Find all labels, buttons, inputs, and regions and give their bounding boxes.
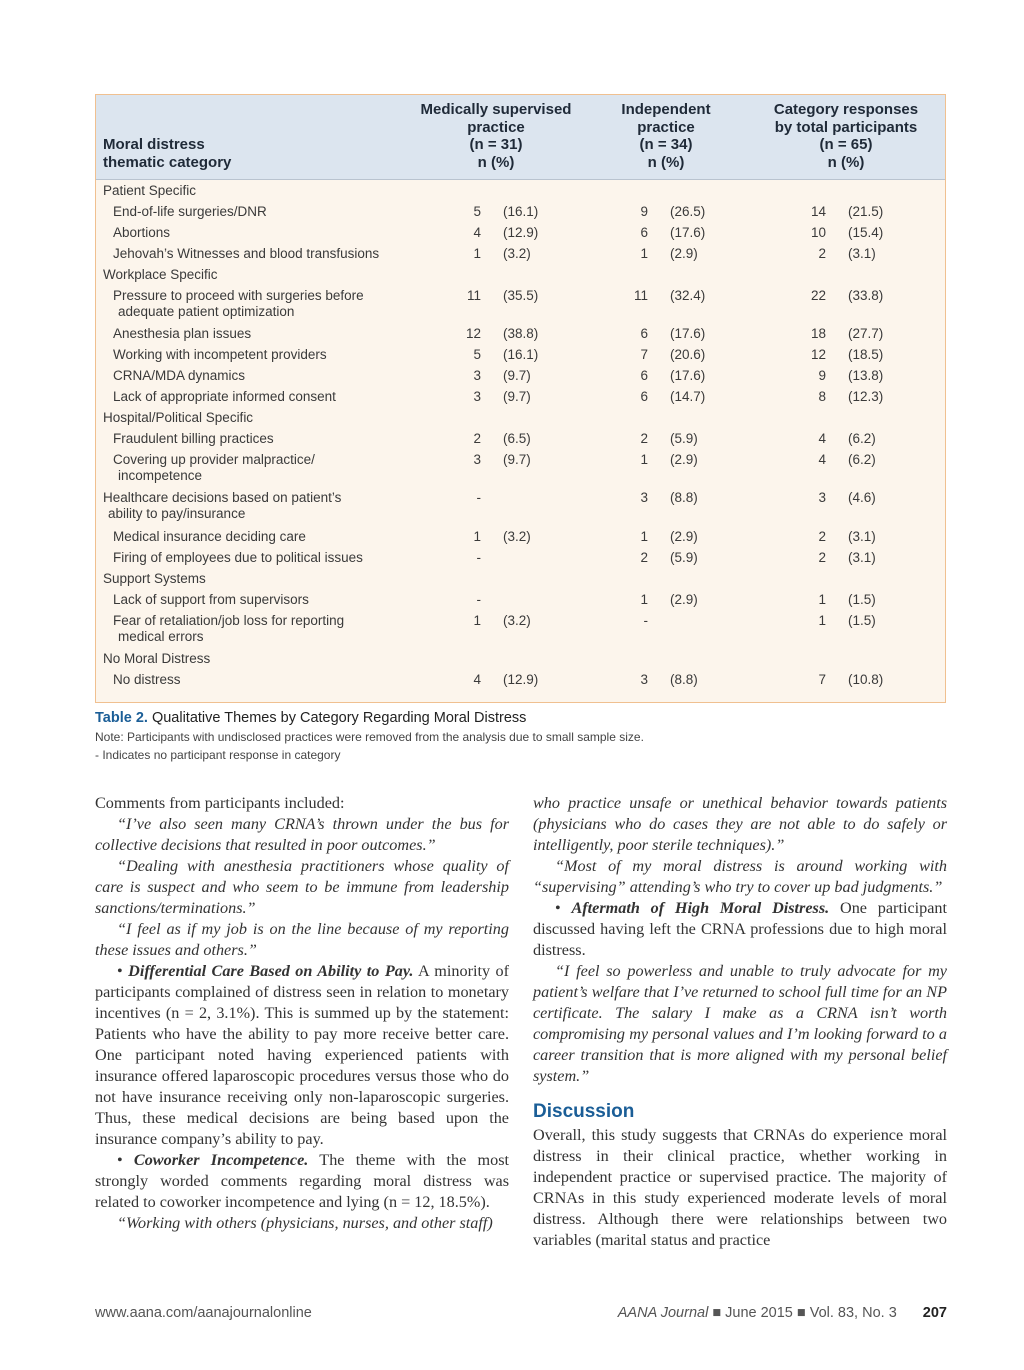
cell-percent: (3.2) (503, 529, 531, 544)
cell-percent: (3.1) (848, 550, 876, 565)
row-label: No Moral Distress (103, 651, 211, 666)
quote: “I’ve also seen many CRNA’s thrown under the bus for collective decisions that resulted in poor outcomes.” (95, 815, 509, 854)
cell-count: 3 (640, 672, 648, 687)
row-label: Hospital/Political Specific (103, 410, 254, 425)
row-label: Covering up provider malpractice/ incompetence (113, 452, 315, 483)
footer-journal-info (618, 1305, 947, 1321)
cell-count: 3 (473, 389, 481, 404)
cell-percent: (32.4) (670, 288, 706, 303)
cell-count: 3 (640, 490, 648, 505)
cell-count: 6 (640, 368, 648, 383)
cell-count: 2 (818, 550, 826, 565)
cell-percent: (5.9) (670, 431, 698, 446)
quote: “I feel so powerless and unable to truly advocate for my patient’s welfare that I’ve returned to school full time for an NP certificate. The salary I make as a CRNA isn’t worth compromising my personal values and I’m looking forward to a career transition that is more aligned with my personal belief system.” (533, 962, 947, 1085)
caption-title: Qualitative Themes by Category Regarding Moral Distress (151, 710, 527, 726)
cell-count: 3 (818, 490, 826, 505)
cell-percent: (26.5) (670, 204, 706, 219)
cell-count: 7 (818, 672, 826, 687)
cell-percent: (2.9) (670, 592, 698, 607)
cell-percent: (13.8) (848, 368, 884, 383)
cell-count: 18 (810, 326, 826, 341)
cell-percent: (5.9) (670, 550, 698, 565)
row-label: Lack of support from supervisors (113, 592, 309, 607)
row-label: Abortions (113, 225, 171, 240)
left-column (95, 793, 509, 1234)
bullet-heading: Aftermath of High Moral Distress. (571, 899, 830, 917)
cell-count: 2 (818, 246, 826, 261)
cell-percent: (15.4) (848, 225, 884, 240)
header-independent: Independent practice (n = 34) n (%) (621, 101, 711, 171)
cell-count: 1 (473, 246, 481, 261)
cell-percent: (9.7) (503, 368, 531, 383)
cell-percent: (2.9) (670, 529, 698, 544)
cell-percent: (17.6) (670, 326, 706, 341)
paragraph: Comments from participants included: (95, 794, 345, 812)
cell-percent: (12.9) (503, 225, 539, 240)
cell-percent: (35.5) (503, 288, 539, 303)
row-label: Anesthesia plan issues (113, 326, 252, 341)
cell-count: 12 (810, 347, 826, 362)
cell-percent: (18.5) (848, 347, 884, 362)
bullet-text: One participant discussed having left the CRNA professions due to high moral distress. (533, 899, 947, 959)
cell-percent: (21.5) (848, 204, 884, 219)
cell-count: 4 (473, 225, 481, 240)
volume: Vol. 83, No. 3 (809, 1305, 897, 1321)
cell-percent: (9.7) (503, 452, 531, 467)
cell-count: 1 (818, 613, 826, 628)
cell-percent: (17.6) (670, 225, 706, 240)
cell-count: 5 (473, 347, 481, 362)
row-label: Fear of retaliation/job loss for reporting medical errors (113, 613, 345, 644)
right-column (533, 793, 947, 1251)
bullet-heading: Coworker Incompetence. (133, 1151, 309, 1169)
quote-continued: who practice unsafe or unethical behavior towards patients (physicians who do cases they are not able to do safely or intelligently, poor sterile techniques).” (533, 794, 947, 854)
footer-url[interactable]: www.aana.com/aanajournalonline (95, 1305, 312, 1321)
cell-percent: (27.7) (848, 326, 884, 341)
bullet-paragraph (533, 898, 947, 961)
cell-count: 22 (810, 288, 826, 303)
row-label: Medical insurance deciding care (113, 529, 306, 544)
table-legend-note: - Indicates no participant response in category (95, 748, 341, 762)
cell-count: 1 (640, 452, 648, 467)
row-label: Jehovah’s Witnesses and blood transfusions (113, 246, 380, 261)
cell-percent: (6.2) (848, 452, 876, 467)
cell-percent: (6.5) (503, 431, 531, 446)
cell-count: 1 (640, 246, 648, 261)
cell-count: 6 (640, 389, 648, 404)
cell-percent: (2.9) (670, 246, 698, 261)
cell-percent: (3.1) (848, 246, 876, 261)
cell-count: 9 (818, 368, 826, 383)
cell-count: 7 (640, 347, 648, 362)
quote: “I feel as if my job is on the line because of my reporting these issues and others.” (95, 920, 509, 959)
cell-percent: (20.6) (670, 347, 706, 362)
cell-percent: (4.6) (848, 490, 876, 505)
cell-count: 2 (818, 529, 826, 544)
cell-percent: (10.8) (848, 672, 884, 687)
row-label: Working with incompetent providers (113, 347, 327, 362)
row-label: Healthcare decisions based on patient’s ability to pay/insurance (103, 490, 342, 521)
cell-count: 3 (473, 452, 481, 467)
quote: “Most of my moral distress is around working with “supervising” attending’s who try to cover up bad judgments.” (533, 857, 947, 896)
cell-count: 4 (473, 672, 481, 687)
cell-count: 11 (466, 288, 481, 303)
cell-percent: (3.2) (503, 246, 531, 261)
header-category: Moral distress thematic category (103, 136, 232, 171)
cell-count: 2 (640, 431, 648, 446)
cell-percent: (12.3) (848, 389, 884, 404)
section-heading: Discussion (533, 1101, 635, 1122)
cell-percent: (1.5) (848, 592, 876, 607)
cell-count: 3 (473, 368, 481, 383)
cell-count: - (476, 490, 481, 505)
row-label: Fraudulent billing practices (113, 431, 274, 446)
row-label: Workplace Specific (103, 267, 218, 282)
cell-percent: (2.9) (670, 452, 698, 467)
table-header (96, 95, 945, 180)
cell-percent: (12.9) (503, 672, 539, 687)
separator-icon: ■ (796, 1305, 806, 1321)
cell-count: 2 (640, 550, 648, 565)
cell-percent: (33.8) (848, 288, 884, 303)
header-total: Category responses by total participants (n = 65) n (%) (773, 101, 919, 171)
cell-count: 4 (818, 431, 826, 446)
table-note: Note: Participants with undisclosed practices were removed from the analysis due to small sample size. (95, 730, 644, 744)
bullet-paragraph (95, 1150, 509, 1213)
bullet-heading: Differential Care Based on Ability to Pay. (128, 962, 414, 980)
bullet-text: The theme with the most strongly worded comments regarding moral distress was related to coworker incompetence and lying (n = 12, 18.5%). (95, 1151, 509, 1211)
row-label: Firing of employees due to political issues (113, 550, 363, 565)
cell-percent: (6.2) (848, 431, 876, 446)
bullet-text: A minority of participants complained of distress seen in relation to monetary incentives (n = 2, 3.1%). This is summed up by the statement: Patients who have the ability to pay more receive better care. One participant noted having experienced patients with insurance offered laparoscopic procedures versus those who do not have insurance receiving only non-laparoscopic surgeries. Thus, these medical decisions are being based upon the insurance company’s ability to pay. (95, 962, 509, 1148)
cell-percent: (1.5) (848, 613, 876, 628)
bullet-paragraph (95, 961, 509, 1150)
cell-count: 1 (473, 613, 481, 628)
cell-count: 12 (465, 326, 481, 341)
row-label: End-of-life surgeries/DNR (113, 204, 267, 219)
row-label: Support Systems (103, 571, 206, 586)
cell-percent: (8.8) (670, 672, 698, 687)
cell-percent: (38.8) (503, 326, 539, 341)
cell-count: 6 (640, 225, 648, 240)
cell-percent: (14.7) (670, 389, 706, 404)
cell-count: 8 (818, 389, 826, 404)
cell-count: 1 (473, 529, 481, 544)
row-label: Pressure to proceed with surgeries before adequate patient optimization (113, 288, 364, 319)
cell-percent: (16.1) (503, 204, 539, 219)
cell-count: 9 (640, 204, 648, 219)
paragraph: Overall, this study suggests that CRNAs do experience moral distress in their clinical practice, whether working in independent practice or supervised practice. The majority of CRNAs in this study experienced moderate levels of moral distress. Although there were relationships between two variables (marital status and practice (533, 1126, 947, 1249)
row-label: Lack of appropriate informed consent (113, 389, 336, 404)
cell-count: 4 (818, 452, 826, 467)
row-label: CRNA/MDA dynamics (113, 368, 246, 383)
cell-count: 11 (633, 288, 648, 303)
cell-percent: (8.8) (670, 490, 698, 505)
cell-count: - (643, 613, 648, 628)
cell-percent: (9.7) (503, 389, 531, 404)
row-label: No distress (113, 672, 181, 687)
cell-count: 2 (473, 431, 481, 446)
data-table (95, 94, 946, 703)
row-label: Patient Specific (103, 183, 197, 198)
page-number: 207 (922, 1305, 947, 1321)
separator-icon: ■ (712, 1305, 722, 1321)
cell-percent: (3.2) (503, 613, 531, 628)
issue-date: June 2015 (725, 1305, 793, 1321)
cell-count: - (476, 550, 481, 565)
bullet-marker: • (117, 1151, 134, 1169)
bullet-marker: • (117, 962, 129, 980)
cell-count: 5 (473, 204, 481, 219)
quote: “Dealing with anesthesia practitioners whose quality of care is suspect and who seem to be immune from leadership sanctions/terminations.” (95, 857, 509, 917)
quote: “Working with others (physicians, nurses, and other staff) (117, 1214, 493, 1232)
cell-count: - (476, 592, 481, 607)
cell-count: 1 (640, 529, 648, 544)
cell-count: 10 (810, 225, 826, 240)
cell-count: 1 (640, 592, 648, 607)
cell-percent: (3.1) (848, 529, 876, 544)
cell-count: 6 (640, 326, 648, 341)
caption-label: Table 2. (95, 710, 148, 726)
header-medically-supervised: Medically supervised practice (n = 31) n (%) (420, 101, 572, 171)
cell-percent: (17.6) (670, 368, 706, 383)
cell-count: 1 (818, 592, 826, 607)
journal-name: AANA Journal (617, 1305, 709, 1321)
table-caption (95, 710, 526, 726)
cell-percent: (16.1) (503, 347, 539, 362)
cell-count: 14 (810, 204, 826, 219)
bullet-marker: • (555, 899, 572, 917)
